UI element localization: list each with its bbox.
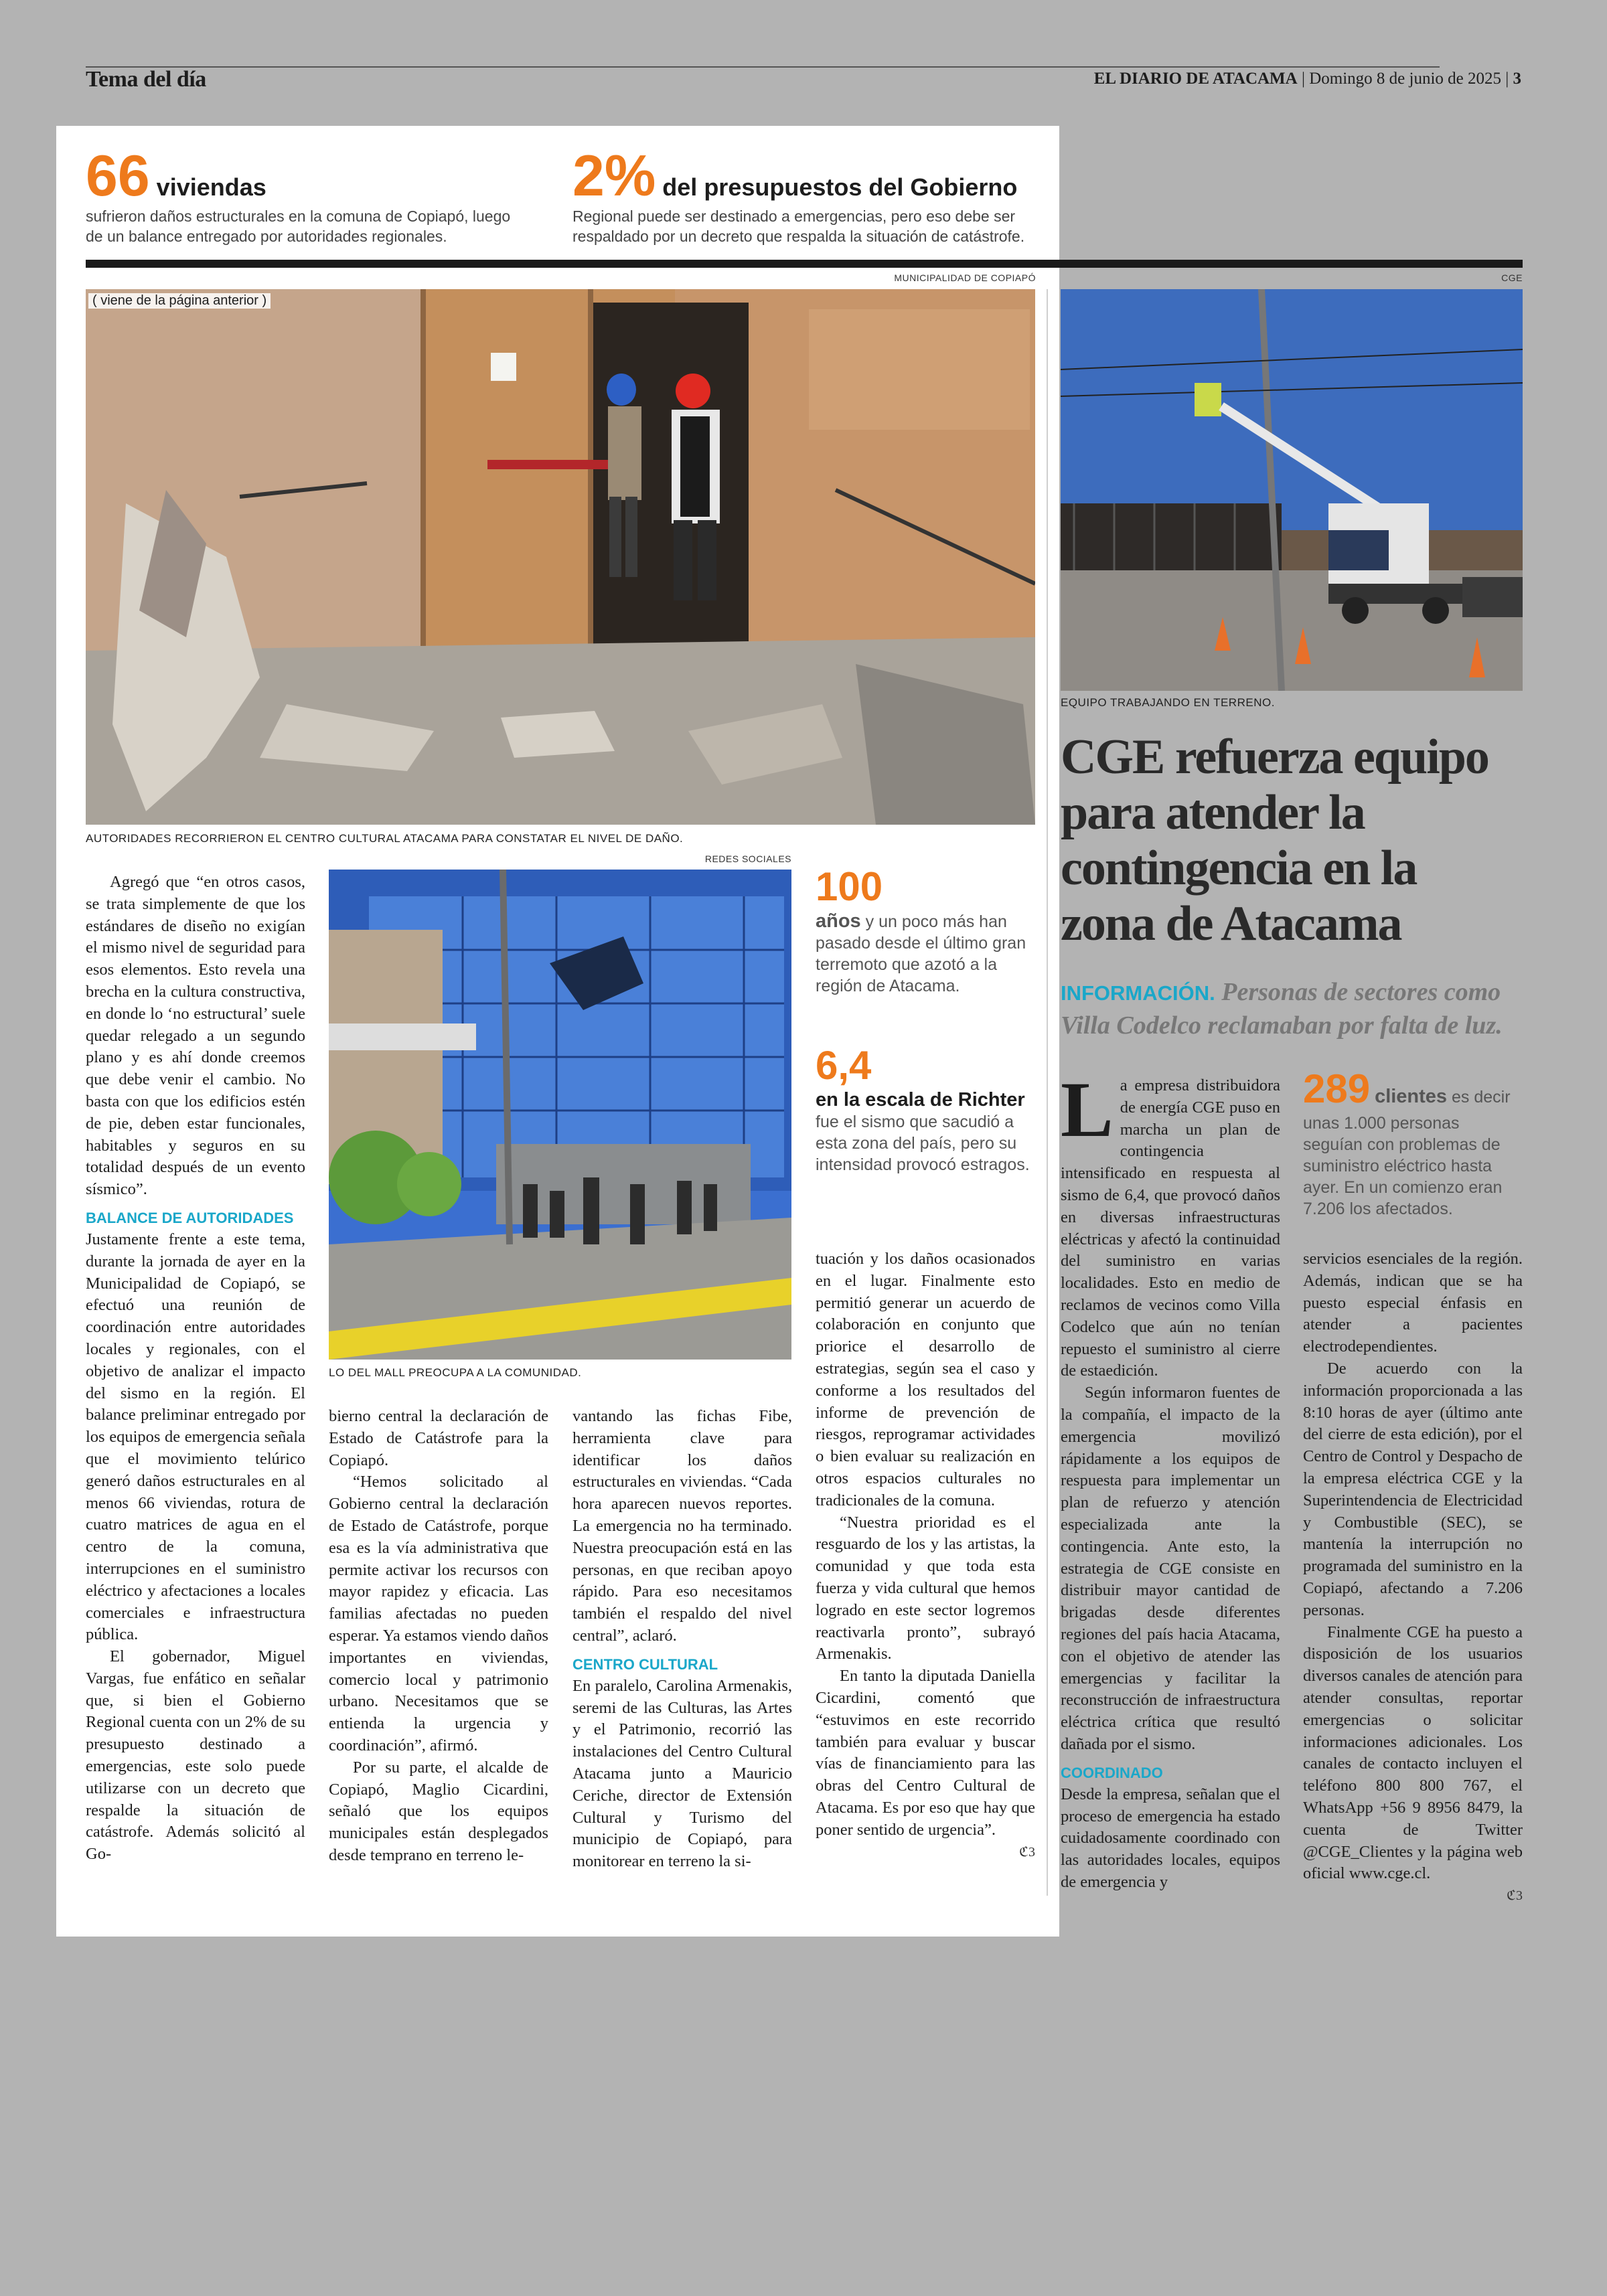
headline-line: contingencia en la xyxy=(1061,841,1417,896)
paragraph: El gobernador, Miguel Vargas, fue enfático en señalar que, si bien el Gobierno Regional cuenta con un 2% de su presupuesto destinado a emergencias, este solo puede utilizarse con un decreto que respalde la situación de catástrofe. Además solicitó al Go- xyxy=(86,1647,305,1864)
drop-cap: L xyxy=(1061,1066,1114,1153)
paragraph: tuación y los daños ocasionados en el lugar. Finalmente esto permitió generar un acuerdo de colaboración en conjunto que priorice el desarrollo de estrategias, según sea el caso y conforme a los resultados del informe de prevención de riesgos, reprogramar actividades o bien evaluar su realización en otros espacios culturales no tradicionales de la comuna. xyxy=(816,1250,1035,1509)
subhead-coordinado: COORDINADO xyxy=(1061,1764,1163,1781)
cge-lead xyxy=(1061,976,1529,1042)
column-divider xyxy=(1047,289,1048,1896)
subhead-balance: BALANCE DE AUTORIDADES xyxy=(86,1209,294,1226)
main-photo xyxy=(86,289,1035,825)
stat-desc-line: respaldado por un decreto que respalda la situación de catástrofe. xyxy=(572,228,1025,245)
mall-photo xyxy=(329,870,791,1360)
article-column-2 xyxy=(329,1406,548,1867)
cge-photo xyxy=(1061,289,1523,691)
paragraph: Según informaron fuentes de la compañía, el impacto de la emergencia movilizó rápidamente a los equipos de respuesta para implementar un plan de refuerzo y atención especializada ante la contingencia. Ante esto, la estrategia de CGE consiste en distribuir mayor cantidad de brigadas desde diferentes regiones del país hacia Atacama, con el objetivo de atender las emergencias y facilitar la reconstrucción de infraestructura eléctrica crítica que resultó dañada por el sismo. xyxy=(1061,1384,1280,1753)
paragraph: En paralelo, Carolina Armenakis, seremi de las Culturas, las Artes y el Patrimonio, recorrió las instalaciones del Centro Cultural Atacama junto a Mauricio Ceriche, director de Extensión Cultural y Turismo del municipio de Copiapó, para monitorear en terreno la si- xyxy=(572,1676,792,1871)
end-mark: ℭ3 xyxy=(1018,1844,1035,1860)
stat-desc: es decir unas 1.000 personas seguían con problemas de suministro eléctrico hasta ayer. En un comienzo eran 7.206 los afectados. xyxy=(1303,1088,1511,1218)
mall-photo-illustration xyxy=(329,870,791,1360)
paragraph: a empresa distribuidora de energía CGE puso en marcha un plan de contingencia intensificado en respuesta al sismo de 6,4, que provocó daños en diversas infraestructuras eléctricas y afectó la continuidad del suministro en varias localidades. Esto en medio de reclamos de vecinos como Villa Codelco que aún no tenían repuesto el suministro al cierre de estaedición. xyxy=(1061,1076,1280,1380)
paragraph: Agregó que “en otros casos, se trata simplemente de que los estándares de diseño no exigían el mismo nivel de seguridad para esos elementos. Esto revela una brecha en la cultura constructiva, en donde lo ‘no estructural’ suele quedar relegado a un segundo plano y es ahí donde creemos que debe venir el cambio. No basta con que los edificios estén de pie, deben estar funcionales, habitables y seguros en su totalidad después de un evento sísmico”. xyxy=(86,873,305,1199)
stat-unit: del presupuestos del Gobierno xyxy=(662,173,1018,201)
paragraph: bierno central la declaración de Estado de Catástrofe para la Copiapó. xyxy=(329,1407,548,1469)
top-bar xyxy=(86,260,1523,268)
stat-number: 100 xyxy=(816,864,883,909)
paragraph: “Nuestra prioridad es el resguardo de los y las artistas, la comunidad y que toda esta fuerza y vida cultural que hemos logrado en este sector logremos reactivarla pronto”, subrayó Armenakis. xyxy=(816,1513,1035,1663)
headline-line: CGE refuerza equipo xyxy=(1061,730,1488,785)
paragraph: Por su parte, el alcalde de Copiapó, Maglio Cicardini, señaló que los equipos municipales están desplegados desde temprano en terreno le- xyxy=(329,1758,548,1864)
stat-unit: años xyxy=(816,910,861,932)
paragraph: Desde la empresa, señalan que el proceso de emergencia ha estado cuidadosamente coordinado con las autoridades locales, equipos de emergencia y xyxy=(1061,1785,1280,1891)
lead-label: INFORMACIÓN. xyxy=(1061,981,1215,1005)
continued-note: ( viene de la página anterior ) xyxy=(88,293,271,309)
end-mark: ℭ3 xyxy=(1506,1888,1523,1904)
article-column-4 xyxy=(816,1248,1035,1863)
paragraph: En tanto la diputada Daniella Cicardini, comentó que “estuvimos en este recorrido también para evaluar y buscar vías de financiamiento para las obras del Centro Cultural de Atacama. Es por eso que hay que poner sentido de urgencia”. xyxy=(816,1667,1035,1839)
paragraph: Justamente frente a este tema, durante la jornada de ayer en la Municipalidad de Copiapó, se efectuó una reunión de coordinación entre autoridades locales y regionales, con el objetivo de analizar el impacto del sismo en la región. El balance preliminar entregado por los equipos de emergencia señala que el movimiento telúrico generó daños estructurales en al menos 66 viviendas, rotura de cuatro matrices de agua en el centro de la comuna, interrupciones en el suministro eléctrico y afectaciones a locales comerciales e infraestructura pública. xyxy=(86,1230,305,1644)
stat-viviendas xyxy=(86,146,548,246)
cge-photo-caption: EQUIPO TRABAJANDO EN TERRENO. xyxy=(1061,696,1275,709)
stat-desc: fue el sismo que sacudió a esta zona del país, pero su intensidad provocó estragos. xyxy=(816,1113,1030,1174)
stat-unit: en la escala de Richter xyxy=(816,1089,1025,1111)
photo-credit: CGE xyxy=(1501,272,1523,283)
stat-desc-line: de un balance entregado por autoridades regionales. xyxy=(86,228,447,245)
mall-photo-caption: LO DEL MALL PREOCUPA A LA COMUNIDAD. xyxy=(329,1366,582,1379)
cge-column-1 xyxy=(1061,1066,1280,1894)
paper-name: EL DIARIO DE ATACAMA xyxy=(1093,70,1298,88)
article-column-3 xyxy=(572,1406,792,1873)
stat-desc-line: sufrieron daños estructurales en la comuna de Copiapó, luego xyxy=(86,208,511,225)
header-rule xyxy=(86,66,1440,68)
stat-desc: y un poco más han pasado desde el último gran terremoto que azotó a la región de Atacama. xyxy=(816,912,1026,995)
subhead-centro-cultural: CENTRO CULTURAL xyxy=(572,1655,718,1673)
lead-text: Villa Codelco reclamaban por falta de luz. xyxy=(1061,1011,1503,1040)
paragraph: “Hemos solicitado al Gobierno central la declaración de Estado de Catástrofe, porque esa es la vía administrativa que permite activar los recursos con mayor rapidez y eficacia. Las familias afectadas no pueden esperar. Ya estamos viendo daños importantes en viviendas, comercio local y patrimonio urbano. Necesitamos que se entienda la urgencia y coordinación”, afirmó. xyxy=(329,1473,548,1754)
main-photo-caption: AUTORIDADES RECORRIERON EL CENTRO CULTURAL ATACAMA PARA CONSTATAR EL NIVEL DE DAÑO. xyxy=(86,832,684,845)
folio xyxy=(1094,70,1521,88)
paragraph: vantando las fichas Fibe, herramienta clave para identificar los daños estructurales en viviendas. “Cada hora aparecen nuevos reportes. La emergencia no ha terminado. Nuestra preocupación está en las personas, en que reciban apoyo rápido. Para eso necesitamos también el respaldo del nivel central”, aclaró. xyxy=(572,1407,792,1645)
stat-unit: clientes xyxy=(1375,1086,1448,1107)
page-number: 3 xyxy=(1513,70,1521,88)
photo-credit: REDES SOCIALES xyxy=(704,853,791,864)
stat-number: 289 xyxy=(1303,1066,1371,1111)
cge-photo-illustration xyxy=(1061,289,1523,691)
stat-number: 6,4 xyxy=(816,1043,872,1088)
main-photo-illustration xyxy=(86,289,1035,825)
lead-text: Personas de sectores como xyxy=(1221,978,1501,1006)
article-column-1 xyxy=(86,872,305,1866)
stat-presupuesto xyxy=(572,146,1055,246)
section-title: Tema del día xyxy=(86,67,206,92)
headline-line: para atender la xyxy=(1061,785,1365,840)
stat-desc-line: Regional puede ser destinado a emergencias, pero eso debe ser xyxy=(572,208,1016,225)
photo-credit: MUNICIPALIDAD DE COPIAPÓ xyxy=(894,272,1036,283)
stat-unit: viviendas xyxy=(156,173,266,201)
issue-date: | Domingo 8 de junio de 2025 | xyxy=(1301,70,1509,88)
paragraph: servicios esenciales de la región. Además, indican que se ha puesto especial énfasis en atender a pacientes electrodependientes. xyxy=(1303,1250,1523,1356)
cge-headline xyxy=(1061,730,1529,952)
paragraph: Finalmente CGE ha puesto a disposición de los usuarios diversos canales de atención para atender consultas, reportar emergencias o solicitar informaciones adicionales. Los canales de contacto incluyen el teléfono 800 800 767, el WhatsApp +56 9 8956 8479, la cuenta de Twitter @CGE_Clientes y la página web oficial www.cge.cl. xyxy=(1303,1623,1523,1883)
stat-clientes xyxy=(1303,1066,1523,1220)
stat-richter xyxy=(816,1042,1035,1175)
cge-column-2 xyxy=(1303,1248,1523,1907)
stat-number: 2% xyxy=(572,144,656,208)
paragraph: De acuerdo con la información proporcionada a las 8:10 horas de ayer (último ante del cierre de esta edición), por el Centro de Control y Despacho de la empresa eléctrica CGE y la Superintendencia de Electricidad y Combustible (SEC), se mantenía la interrupción no programada del suministro en la Copiapó, afectando a 7.206 personas. xyxy=(1303,1359,1523,1619)
stat-anos xyxy=(816,864,1035,997)
stat-number: 66 xyxy=(86,144,150,208)
headline-line: zona de Atacama xyxy=(1061,896,1401,951)
